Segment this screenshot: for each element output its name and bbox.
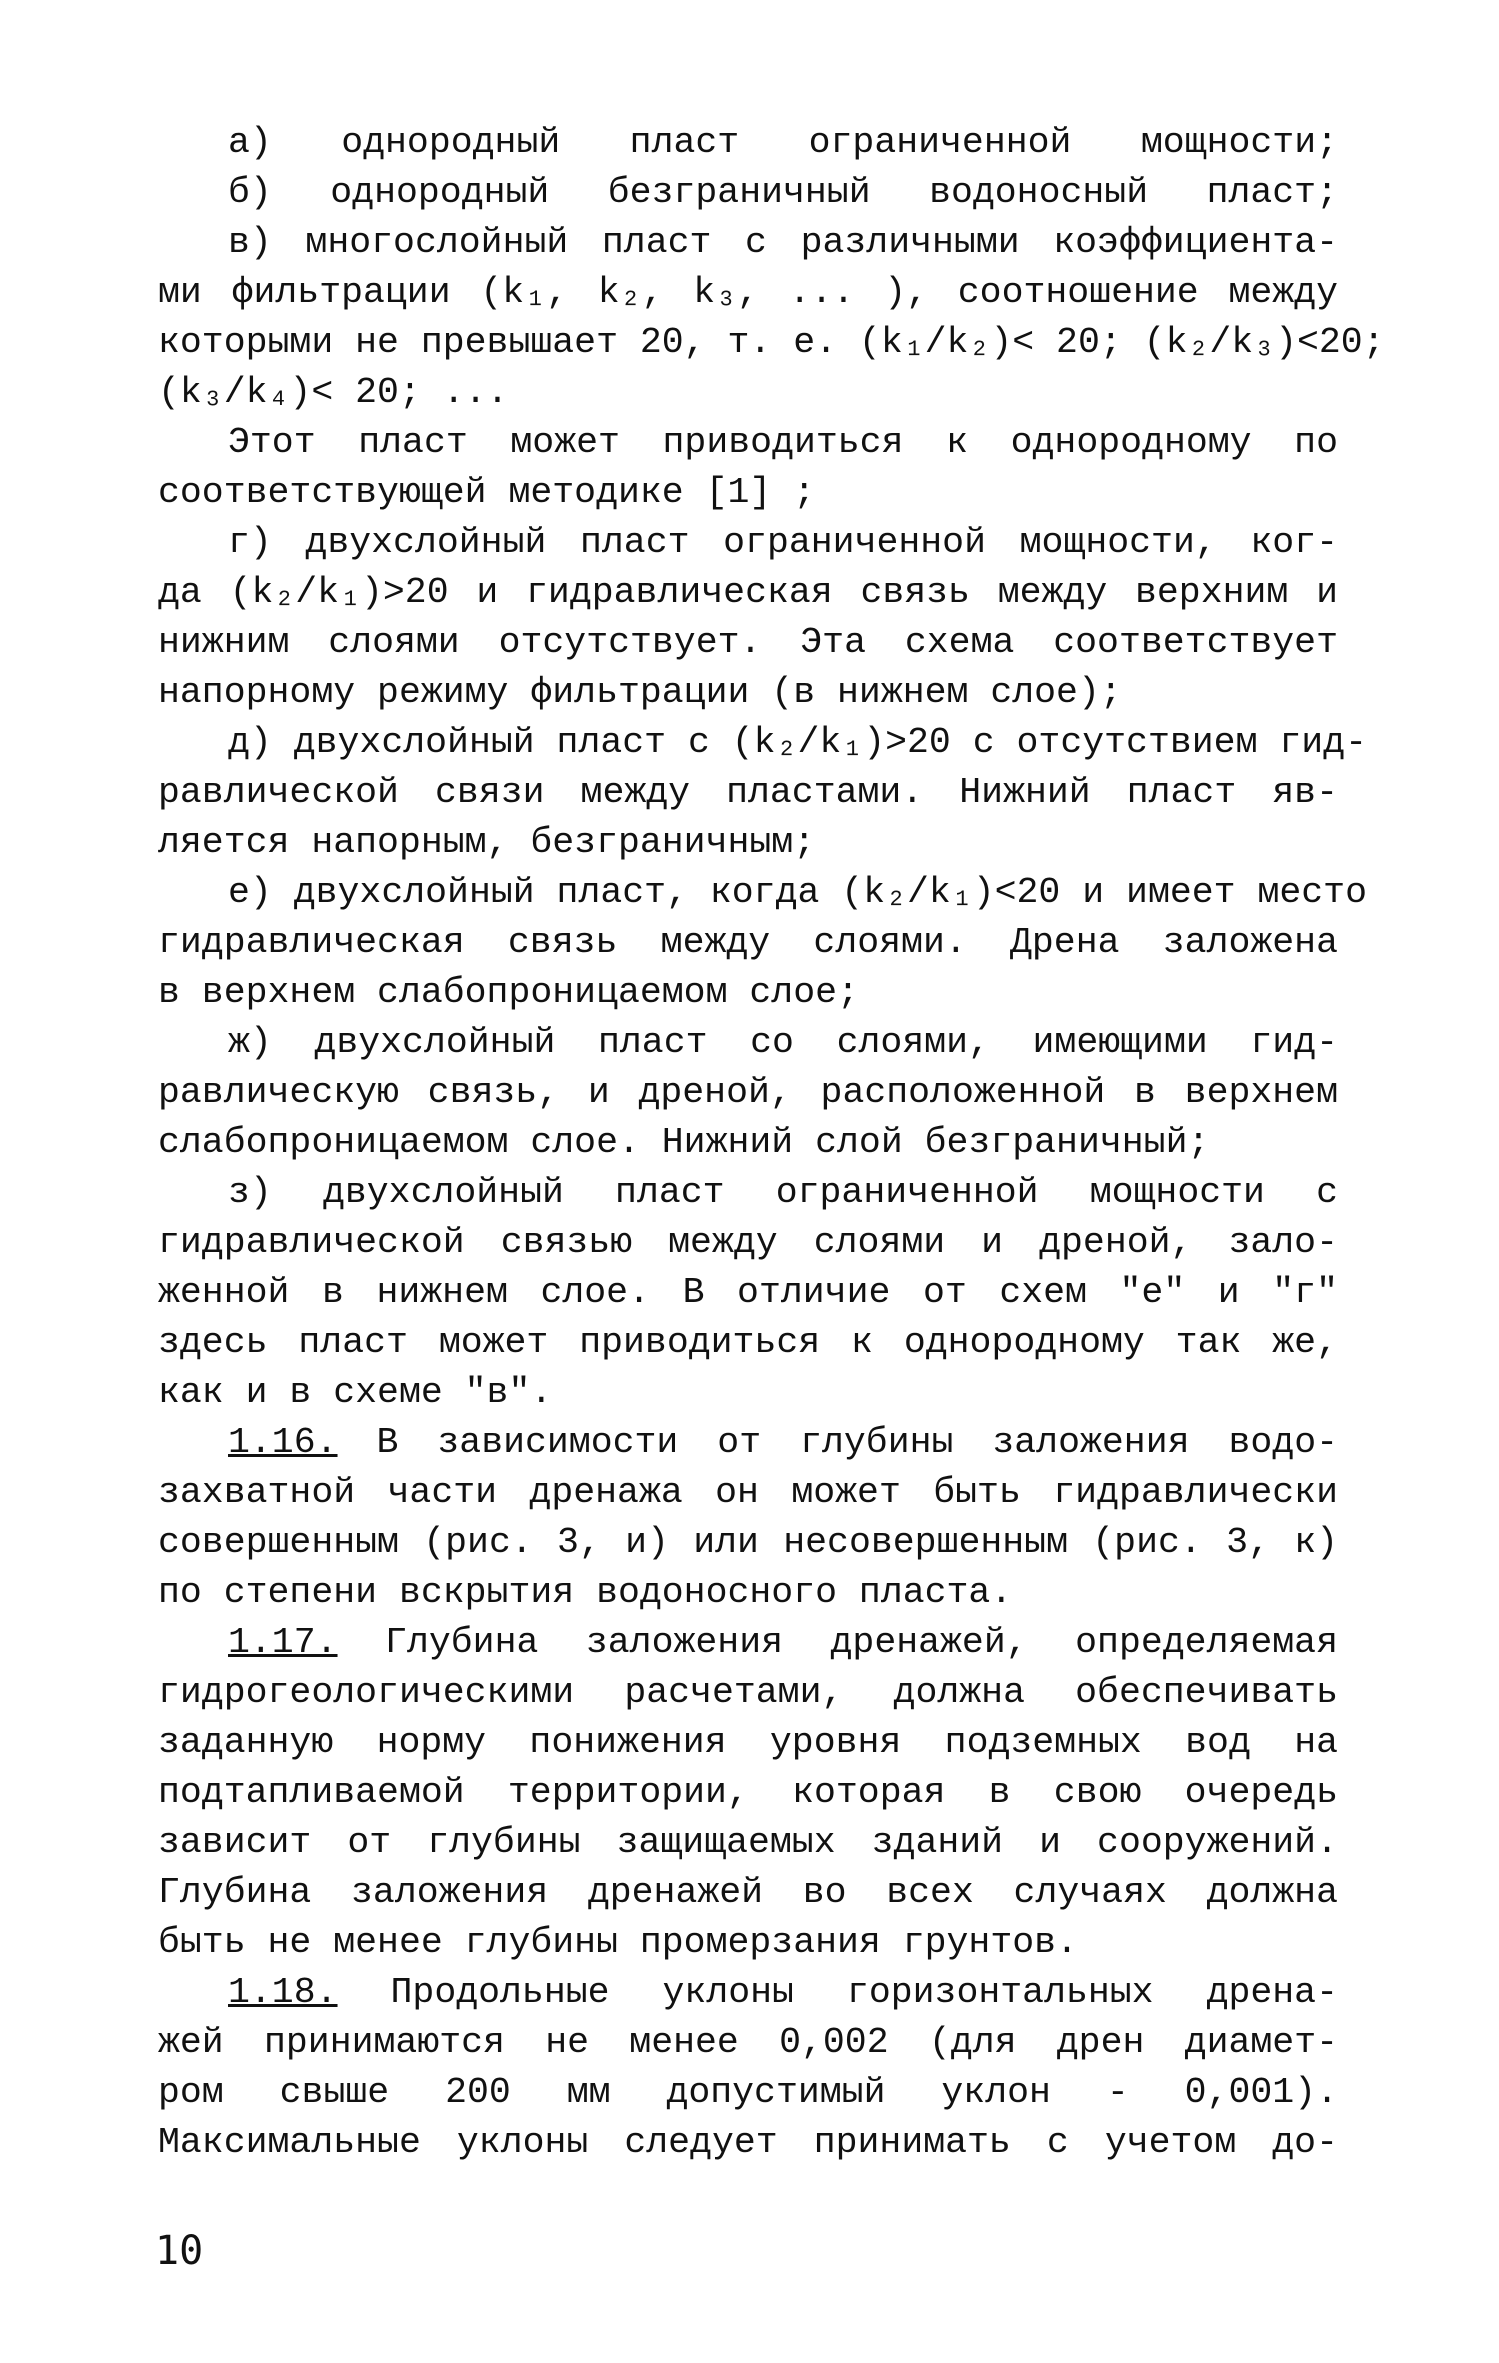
page-number: 10 — [155, 2228, 204, 2274]
text-line: гидравлической связью между слоями и дреной, зало- — [158, 1222, 1338, 1263]
text-line: гидравлическая связь между слоями. Дрена заложена — [158, 922, 1338, 963]
text-line: которыми не превышает 20, т. е. (k₁/k₂)< 20; (k₂/k₃)<20; — [158, 322, 1385, 363]
text-line: г) двухслойный пласт ограниченной мощности, ког- — [228, 522, 1338, 563]
text-line: захватной части дренажа он может быть гидравлически — [158, 1472, 1338, 1513]
document-page — [158, 118, 1385, 2168]
text-line: подтапливаемой территории, которая в свою очередь — [158, 1772, 1338, 1813]
text-line: равлическую связь, и дреной, расположенной в верхнем — [158, 1072, 1338, 1113]
text-line: е) двухслойный пласт, когда (k₂/k₁)<20 и имеет место — [228, 872, 1367, 913]
text-line: з) двухслойный пласт ограниченной мощности с — [228, 1172, 1338, 1213]
text-line: Глубина заложения дренажей во всех случаях должна — [158, 1872, 1338, 1913]
text-line: равлической связи между пластами. Нижний пласт яв- — [158, 772, 1338, 813]
text-line: в верхнем слабопроницаемом слое; — [158, 972, 859, 1013]
text-line: совершенным (рис. 3, и) или несовершенным (рис. 3, к) — [158, 1522, 1338, 1563]
text-line: в) многослойный пласт с различными коэффициента- — [228, 222, 1338, 263]
text-line: напорному режиму фильтрации (в нижнем слое); — [158, 672, 1122, 713]
text-line: ж) двухслойный пласт со слоями, имеющими гид- — [228, 1022, 1338, 1063]
text-line: В зависимости от глубины заложения водо- — [376, 1422, 1338, 1463]
text-line: быть не менее глубины промерзания грунтов. — [158, 1922, 1078, 1963]
section-number: 1.17. — [228, 1622, 338, 1663]
text-line: д) двухслойный пласт с (k₂/k₁)>20 с отсутствием гид- — [228, 722, 1367, 763]
text-line: здесь пласт может приводиться к однородному так же, — [158, 1322, 1338, 1363]
section-1-16-first-line — [158, 1418, 1338, 1468]
text-line: заданную норму понижения уровня подземных вод на — [158, 1722, 1338, 1763]
text-line: б) однородный безграничный водоносный пласт; — [228, 172, 1338, 213]
text-line: Этот пласт может приводиться к однородному по — [228, 422, 1338, 463]
section-number: 1.18. — [228, 1972, 338, 2013]
text-line: Максимальные уклоны следует принимать с учетом до- — [158, 2122, 1338, 2163]
text-line: по степени вскрытия водоносного пласта. — [158, 1572, 1013, 1613]
text-line: слабопроницаемом слое. Нижний слой безграничный; — [158, 1122, 1210, 1163]
text-line: да (k₂/k₁)>20 и гидравлическая связь между верхним и — [158, 572, 1338, 613]
text-line: гидрогеологическими расчетами, должна обеспечивать — [158, 1672, 1338, 1713]
text-line: а) однородный пласт ограниченной мощности; — [228, 122, 1338, 163]
text-line: Продольные уклоны горизонтальных дрена- — [390, 1972, 1338, 2013]
text-line: ляется напорным, безграничным; — [158, 822, 816, 863]
text-line: зависит от глубины защищаемых зданий и сооружений. — [158, 1822, 1338, 1863]
section-1-18-first-line — [158, 1968, 1338, 2018]
text-line: нижним слоями отсутствует. Эта схема соответствует — [158, 622, 1338, 663]
text-line: Глубина заложения дренажей, определяемая — [385, 1622, 1338, 1663]
section-1-17-first-line — [158, 1618, 1338, 1668]
text-line: (k₃/k₄)< 20; ... — [158, 372, 509, 413]
text-line: как и в схеме "в". — [158, 1372, 553, 1413]
text-line: женной в нижнем слое. В отличие от схем "е" и "г" — [158, 1272, 1338, 1313]
text-line: ми фильтрации (k₁, k₂, k₃, ... ), соотношение между — [158, 272, 1338, 313]
text-line: соответствующей методике [1] ; — [158, 472, 816, 513]
text-line: жей принимаются не менее 0,002 (для дрен диамет- — [158, 2022, 1338, 2063]
section-number: 1.16. — [228, 1422, 338, 1463]
text-line: ром свыше 200 мм допустимый уклон - 0,001). — [158, 2072, 1338, 2113]
